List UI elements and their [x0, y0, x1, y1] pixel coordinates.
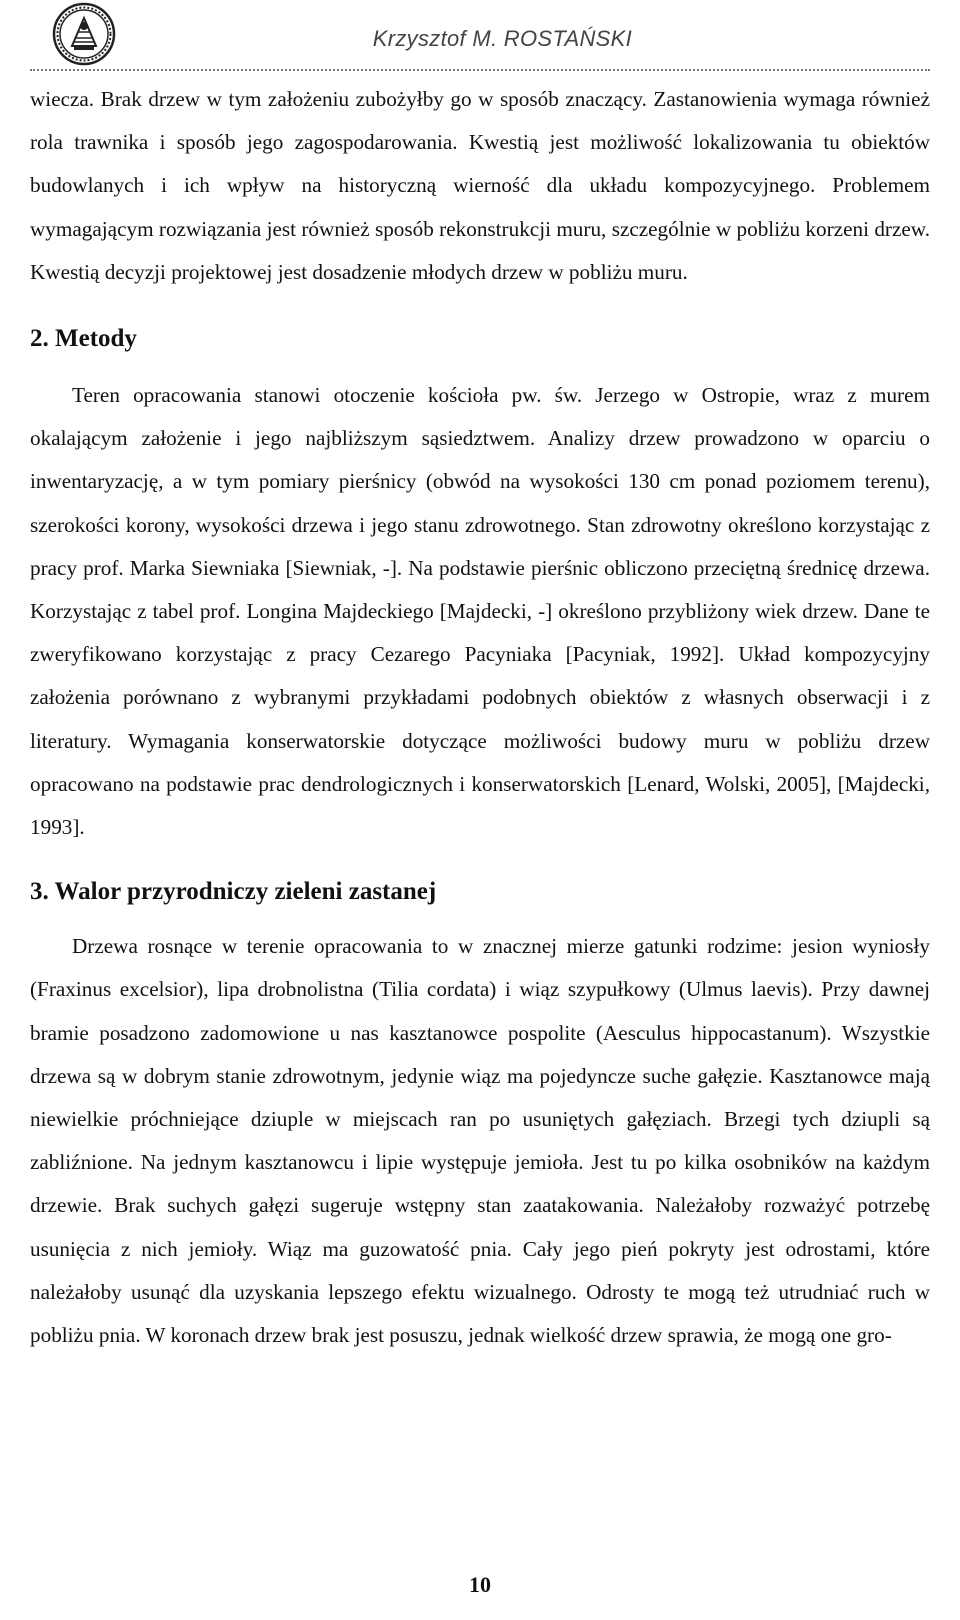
university-seal-icon: [52, 2, 116, 66]
paragraph-intro: wiecza. Brak drzew w tym założeniu zubożyłby go w sposób znaczący. Zastanowienia wymaga również rola trawnika i sposób jego zagospodarowania. Kwestią jest możliwość lokalizowania tu obiektów budowlanych i ich wpływ na historyczną wierność dla układu kompozycyjnego. Problemem wymagającym rozwiązania jest również sposób rekonstrukcji muru, szczególnie w pobliżu korzeni drzew. Kwestią decyzji projektowej jest dosadzenie młodych drzew w pobliżu muru.: [30, 87, 930, 284]
section-heading-walor: 3. Walor przyrodniczy zieleni zastanej: [30, 878, 437, 906]
header-rule: [30, 69, 930, 71]
paragraph-walor: Drzewa rosnące w terenie opracowania to w znacznej mierze gatunki rodzime: jesion wyniosły (Fraxinus excelsior), lipa drobnolistna (Tilia cordata) i wiąz szypułkowy (Ulmus laevis). Przy dawnej bramie posadzono zadomowione u nas kasztanowce pospolite (Aesculus hippocastanum). Wszystkie drzewa są w dobrym stanie zdrowotnym, jedynie wiąz ma pojedyncze suche gałęzie. Kasztanowce mają niewielkie próchniejące dziuple w miejscach ran po usuniętych gałęziach. Brzegi tych dziupli są zabliźnione. Na jednym kasztanowcu i lipie występuje jemioła. Jest tu po kilka osobników na każdym drzewie. Brak suchych gałęzi sugeruje wstępny stan zaatakowania. Należałoby rozważyć potrzebę usunięcia z nich jemioły. Wiąz ma guzowatość pnia. Cały jego pień pokryty jest odrostami, które należałoby usunąć dla uzyskania lepszego efektu wizualnego. Odrosty te mogą też utrudniać ruch w pobliżu pnia. W koronach drzew brak jest posuszu, jednak wielkość drzew sprawia, że mogą one gro-: [30, 934, 930, 1348]
page-number: 10: [469, 1572, 491, 1597]
page-content: [30, 78, 930, 1357]
section-heading-metody: 2. Metody: [30, 325, 137, 353]
paragraph-metody: Teren opracowania stanowi otoczenie kościoła pw. św. Jerzego w Ostropie, wraz z murem okalającym założenie i jego najbliższym sąsiedztwem. Analizy drzew prowadzono w oparciu o inwentaryzację, a w tym pomiary pierśnicy (obwód na wysokości 130 cm ponad poziomem terenu), szerokości korony, wysokości drzewa i jego stanu zdrowotnego. Stan zdrowotny określono korzystając z pracy prof. Marka Siewniaka [Siewniak, -]. Na podstawie pierśnic obliczono przeciętną średnicę drzewa. Korzystając z tabel prof. Longina Majdeckiego [Majdecki, -] określono przybliżony wiek drzew. Dane te zweryfikowano korzystając z pracy Cezarego Pacyniaka [Pacyniak, 1992]. Układ kompozycyjny założenia porównano z wybranymi przykładami podobnych obiektów z własnych obserwacji i z literatury. Wymagania konserwatorskie dotyczące możliwości budowy muru w pobliżu drzew opracowano na podstawie prac dendrologicznych i konserwatorskich [Lenard, Wolski, 2005], [Majdecki, 1993].: [30, 383, 930, 840]
author-name: Krzysztof M. ROSTAŃSKI: [372, 26, 632, 51]
page-header: [0, 0, 960, 72]
